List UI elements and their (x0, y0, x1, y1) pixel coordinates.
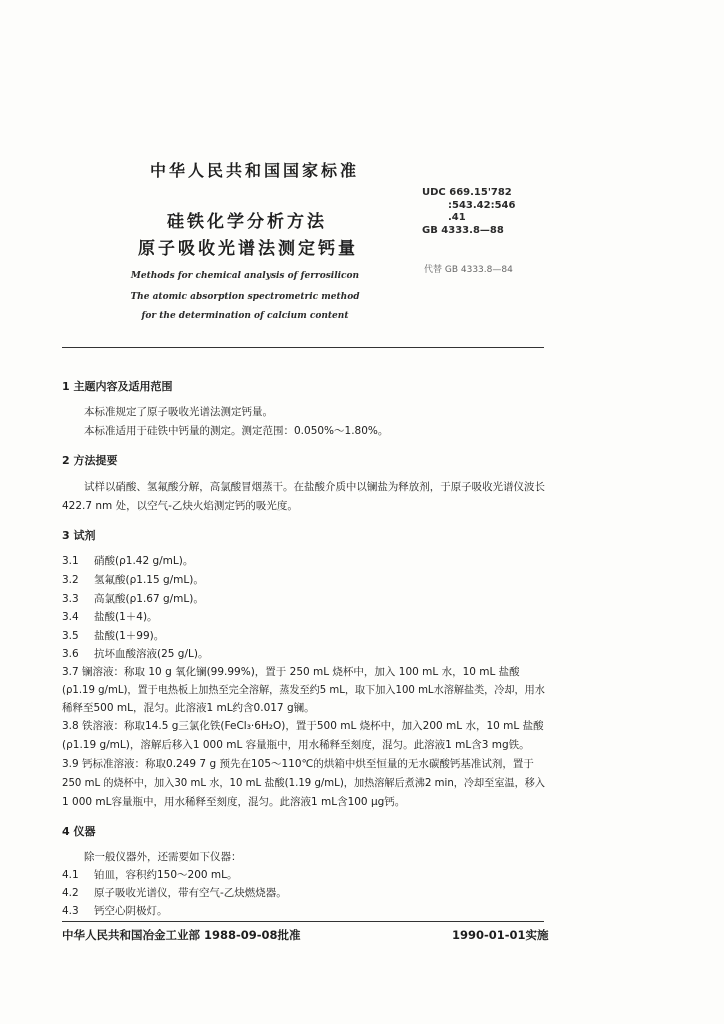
reagent-number: 3.5 (62, 630, 79, 642)
instrument-number: 4.1 (62, 869, 79, 881)
instrument-number: 4.3 (62, 905, 79, 917)
instrument-text: 铂皿，容积约150～200 mL。 (94, 869, 238, 881)
replaces-standard: 代替 GB 4333.8—84 (424, 265, 513, 275)
reagent-3-7-line3: 稀释至500 mL，混匀。此溶液1 mL约含0.017 g镧。 (62, 702, 315, 714)
instrument-number: 4.2 (62, 887, 79, 899)
udc-code-line3: .41 (448, 212, 466, 223)
reagent-3-9-line3: 1 000 mL容量瓶中，用水稀释至刻度，混匀。此溶液1 mL含100 μg钙。 (62, 796, 406, 808)
section-2-paragraph-line1: 试样以硝酸、氢氟酸分解，高氯酸冒烟蒸干。在盐酸介质中以镧盐为释放剂，于原子吸收光谱仪波长 (84, 481, 545, 493)
reagent-number: 3.2 (62, 574, 79, 586)
reagent-3-8-line2: (ρ1.19 g/mL)，溶解后移入1 000 mL 容量瓶中，用水稀释至刻度，混匀。此溶液1 mL含3 mg铁。 (62, 739, 530, 751)
document-title-line1: 硅铁化学分析方法 (167, 212, 327, 232)
reagent-item (62, 592, 204, 606)
approval-info: 中华人民共和国冶金工业部 1988-09-08批准 (62, 928, 301, 942)
reagent-3-9-line1: 3.9 钙标准溶液：称取0.249 7 g 预先在105～110℃的烘箱中烘至恒量的无水碳酸钙基准试剂，置于 (62, 758, 534, 770)
reagent-item (62, 573, 204, 587)
standard-title: 中华人民共和国国家标准 (150, 161, 360, 180)
section-1-paragraph-1: 本标准规定了原子吸收光谱法测定钙量。 (84, 406, 273, 418)
reagent-3-7-line2: (ρ1.19 g/mL)，置于电热板上加热至完全溶解，蒸发至约5 mL，取下加入100 mL水溶解盐类，冷却，用水 (62, 684, 545, 696)
reagent-text: 盐酸(1＋99)。 (94, 630, 165, 642)
reagent-number: 3.6 (62, 648, 79, 660)
english-title-line2: The atomic absorption spectrometric method (130, 292, 360, 302)
instrument-item (62, 868, 238, 882)
section-3-heading: 3 试剂 (62, 529, 96, 542)
reagent-3-8-line1: 3.8 铁溶液：称取14.5 g三氯化铁(FeCl₃·6H₂O)，置于500 mL 烧杯中，加入200 mL 水，10 mL 盐酸 (62, 720, 544, 732)
instrument-item (62, 904, 168, 918)
reagent-item (62, 554, 193, 568)
gb-number: GB 4333.8—88 (422, 225, 504, 236)
instrument-item (62, 886, 287, 900)
section-1-heading: 1 主题内容及适用范围 (62, 380, 173, 393)
implementation-date: 1990-01-01实施 (452, 928, 549, 942)
reagent-item (62, 647, 208, 661)
header-divider (62, 347, 544, 348)
reagent-number: 3.4 (62, 611, 79, 623)
reagent-text: 盐酸(1＋4)。 (94, 611, 158, 623)
reagent-text: 硝酸(ρ1.42 g/mL)。 (94, 555, 194, 567)
reagent-3-9-line2: 250 mL 的烧杯中，加入30 mL 水，10 mL 盐酸(1.19 g/mL)，加热溶解后煮沸2 min，冷却至室温，移入 (62, 777, 546, 789)
section-2-paragraph-line2: 422.7 nm 处，以空气-乙炔火焰测定钙的吸光度。 (62, 500, 298, 512)
section-1-paragraph-2: 本标准适用于硅铁中钙量的测定。测定范围：0.050%～1.80%。 (84, 425, 389, 437)
english-title-line1: Methods for chemical analysis of ferrosilicon (130, 271, 360, 281)
udc-code-line2: :543.42:546 (448, 200, 516, 211)
reagent-text: 氢氟酸(ρ1.15 g/mL)。 (94, 574, 204, 586)
reagent-3-7-line1: 3.7 镧溶液：称取 10 g 氧化镧(99.99%)，置于 250 mL 烧杯中，加入 100 mL 水，10 mL 盐酸 (62, 666, 520, 678)
reagent-text: 抗坏血酸溶液(25 g/L)。 (94, 648, 209, 660)
document-title-line2: 原子吸收光谱法测定钙量 (138, 239, 358, 259)
reagent-text: 高氯酸(ρ1.67 g/mL)。 (94, 593, 204, 605)
section-2-heading: 2 方法提要 (62, 454, 118, 467)
reagent-number: 3.1 (62, 555, 79, 567)
english-title-line3: for the determination of calcium content (141, 311, 349, 321)
section-4-paragraph: 除一般仪器外，还需要如下仪器： (84, 851, 242, 863)
instrument-text: 原子吸收光谱仪，带有空气-乙炔燃烧器。 (94, 887, 287, 899)
reagent-item (62, 629, 164, 643)
reagent-item (62, 610, 158, 624)
instrument-text: 钙空心阴极灯。 (94, 905, 168, 917)
udc-code-line1: UDC 669.15'782 (422, 187, 512, 198)
footer-divider (62, 921, 544, 922)
reagent-number: 3.3 (62, 593, 79, 605)
section-4-heading: 4 仪器 (62, 825, 96, 838)
